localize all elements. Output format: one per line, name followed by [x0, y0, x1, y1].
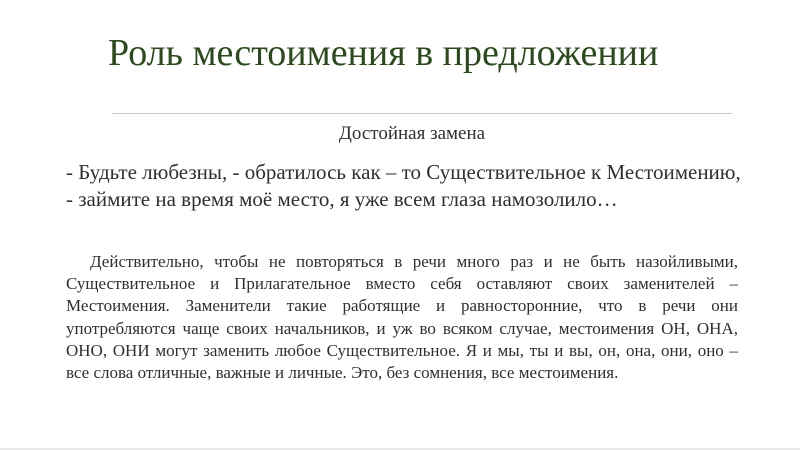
- title-divider: [112, 113, 732, 114]
- body-paragraph: Действительно, чтобы не повторяться в речи много раз и не быть назойливыми, Существительное и Прилагательное вместо себя оставляют своих заменителей – Местоимения. Заменители такие работящие и равносторонние, что в речи они употребляются чаще своих начальников, и уж во всяком случае, местоимения ОН, ОНА, ОНО, ОНИ могут заменить любое Существительное. Я и мы, ты и вы, он, она, они, оно – все слова отличные, важные и личные. Это, без сомнения, все местоимения.: [66, 252, 738, 383]
- slide-title: Роль местоимения в предложении: [108, 32, 659, 74]
- dialogue-paragraph: - Будьте любезны, - обратилось как – то Существительное к Местоимению, - займите на время моё место, я уже всем глаза намозолило…: [66, 160, 741, 211]
- slide-subtitle: Достойная замена: [338, 123, 486, 144]
